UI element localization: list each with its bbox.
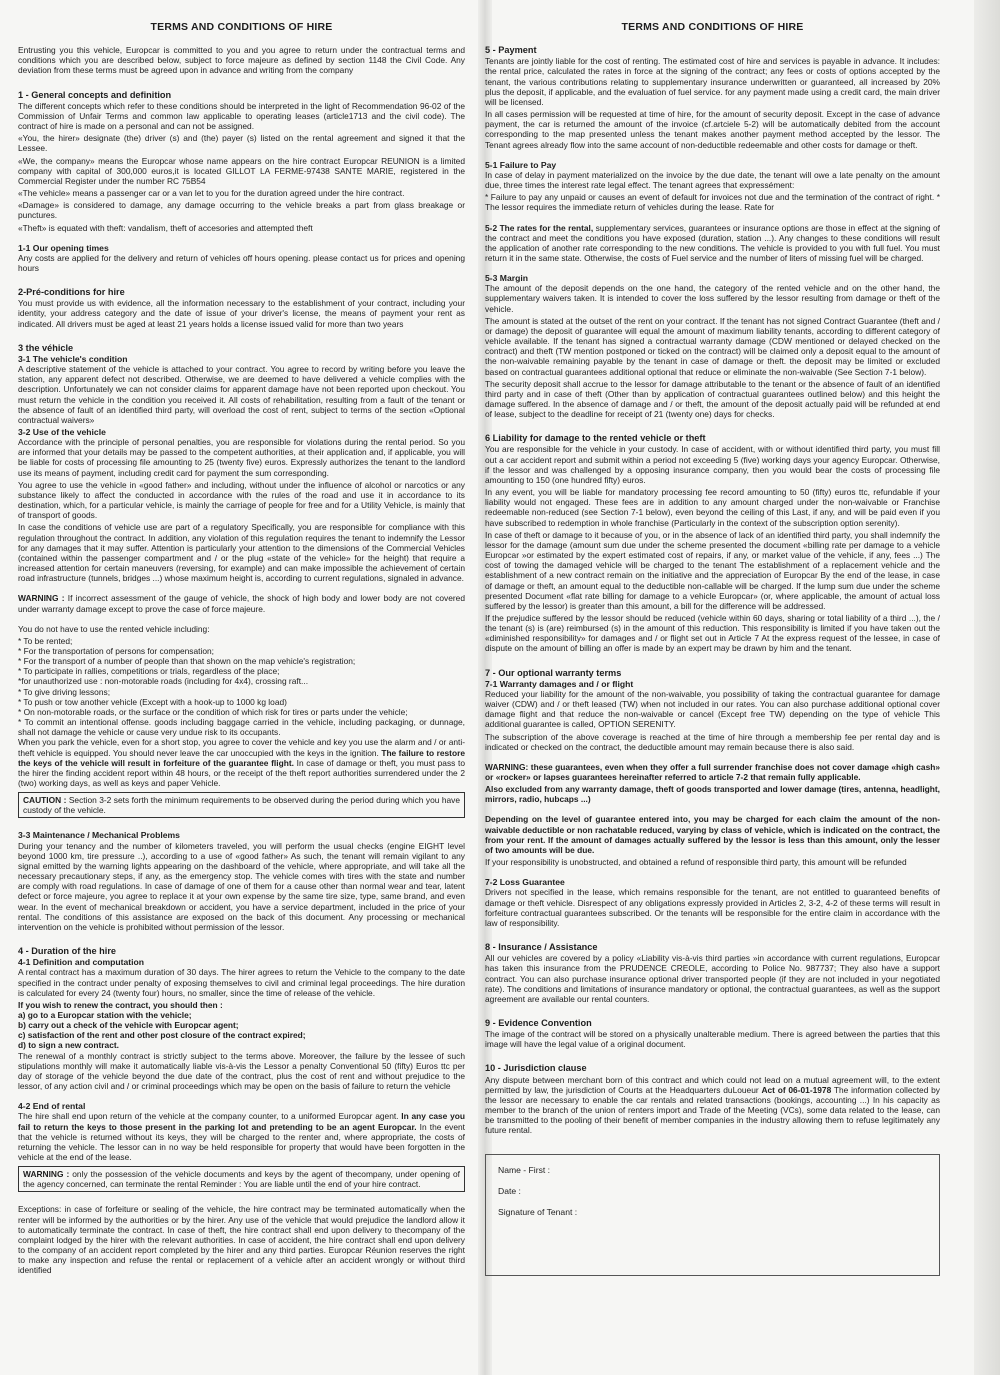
section-1-text: «Damage» is considered to damage, any damage occurring to the vehicle breaks a part from glass breakage or punctures. <box>18 200 465 221</box>
warranty-warning: WARNING: these guarantees, even when they offer a full surrender franchise does not cover damage «high cash» or «rocker» or lapses guarantees hereinafter referred to article 7-2 that remain fully applicable. <box>485 761 940 782</box>
section-4-1-text: The renewal of a monthly contract is strictly subject to the terms above. Moreover, the failure by the lessee of such stipulations monthly will make it automatically liable vis-à-vis the Lessor a penalty Conventional 50 (fifty) Euros ttc per day of storage of the vehicle beyond the due date of the contract, plus the cost of rent and without prejudice to the lessor, of any action civil and / or criminal proceedings which may be open on the basis of failure to return the vehicle <box>18 1050 465 1092</box>
section-5-2-text <box>485 223 940 264</box>
page-title-right: TERMS AND CONDITIONS OF HIRE <box>621 22 804 33</box>
section-2-title: 2-Pré-conditions for hire <box>18 287 125 298</box>
caution-text: Section 3-2 sets forth the minimum requirements to be observed during the period during which you have custody of the vehicle. <box>23 795 460 816</box>
section-5-text: In all cases permission will be requested at time of hire, for the amount of security deposit. Except in the case of advance payment, the car is returned the amount of the invoice (cf.artciele 5-2) will be automatically debited from the account corresponding to the map presented unless the tenant makes another payment method accepted by the lessor. The Tenant agrees already flow into the same account of non-deductible redeemable and other costs for damage or theft. <box>485 109 940 150</box>
section-6-text: In any event, you will be liable for mandatory processing fee record amounting to 50 (fifty) euros ttc, refundable if your liability would not engaged. These fees are in addition to any amount charged under the non-waivable or Franchise redeemable non-reduced (see Section 7-1 below), even beyond the ceiling of this Last, if any, and will be paid even if you have subscribed to redemption in whole franchise (Particularly in the context of the subscription option serenity). <box>485 487 940 528</box>
section-3-2-text: Accordance with the principle of personal penalties, you are responsible for violations during the rental period. So you are informed that your details may be passed to the competent authorities, at their application and, if applicable, you will be liable for costs of processing file amounting to 25 (twenty five) euros. Expressly authorizes the tenant to the landlord use its means of payment, including credit card for payment the sum corresponding. <box>18 437 465 478</box>
section-4-2-text <box>18 1111 465 1162</box>
section-7-2-text: Drivers not specified in the lease, which remains responsible for the tenant, are not entitled to guaranteed benefits of damage or theft vehicle. Disrespect of any obligations expressly provided in Articles 2, 3-2, 4-2 of these terms will result in forfeiture contractual guarantees subscribed. Or the tenants will be responsible for the entire claim in accordance with the law of responsibility. <box>485 887 940 928</box>
intro-text: Entrusting you this vehicle, Europcar is committed to you and you agree to return under the contractual terms and conditions which you are described below, subject to force majeure as defined by section 1148 the Civil Code. Any deviation from these terms must be agreed upon in advance and writing from the company <box>18 45 465 76</box>
section-4-title: 4 - Duration of the hire <box>18 946 117 957</box>
section-4-2-text-part: In the event that the vehicle is returned without its keys, they will be charged to the renter and, where appropriate, the costs of returning the vehicle. The lessor can in no way be held responsible for property that would have been forgotten in the vehicle at the end of the lease. <box>18 1121 465 1162</box>
section-1-title: 1 - General concepts and definition <box>18 89 172 100</box>
section-3-3-text: During your tenancy and the number of kilometers traveled, you will perform the usual checks (engine EIGHT level beyond 1000 km, tire pressure ..), according to a use of «good father» As such, the tenant will remain vigilant to any signal emitted by the warning lights appearing on the dashboard of the vehicle, where appropriate, and will take all the necessary precautionary steps, if any, as the emergency stop. The vehicle comes with tires with the state and number are comply with road regulations. In case of damage of one of them for a cause other than normal wear and tear, latent defect or force majeure, you agree to replace it at your own expense by the same tire size, type, same brand, and even wear. In the event of mechanical breakdown or accident, you have a service department, included in the price of your rental. The conditions of this assistance are exposed on the back of this document. Any processing or mechanical intervention on the vehicle is prohibited without permission of the lessor. <box>18 840 465 932</box>
section-5-3-title: 5-3 Margin <box>485 273 528 284</box>
date-field-label: Date : <box>498 1185 521 1196</box>
section-10-act: Act of 06-01-1978 <box>761 1084 832 1095</box>
caution-label: CAUTION : <box>23 795 67 806</box>
section-1-text: «You, the hirer» designate (the) driver (s) and (the) payer (s) listed on the rental agreement and signed it that the Lessee. <box>18 133 465 154</box>
section-3-2-text: You agree to use the vehicle in «good father» and including, without under the influence of alcohol or narcotics or any substance likely to affect the conducted in accordance with the rules of the road and use it in accordance to its destination, which, for a particular vehicle, is mainly the carriage of people for free and for a Utility Vehicle, is mainly that of transport of goods. <box>18 479 465 521</box>
section-7-title: 7 - Our optional warranty terms <box>485 667 622 678</box>
section-10-title: 10 - Jurisdiction clause <box>485 1063 587 1074</box>
section-1-1-title: 1-1 Our opening times <box>18 242 109 253</box>
parking-text-part: When you park the vehicle, even for a short stop, you agree to cover the vehicle and key you use the alarm and / or anti-theft vehicle is equipped. You should never leave the car unoccupied with the keys in the ignition. <box>18 737 465 758</box>
section-5-1-text: * Failure to pay any unpaid or causes an event of default for invoices not due and the termination of the contract of right. * The lessor requires the immediate return of vehicles during the lease. Rate for <box>485 192 940 213</box>
list-item: * For the transportation of persons for compensation; <box>18 645 214 656</box>
list-item: *for unauthorized use : non-motorable roads (including for 4x4), crossing raft... <box>18 676 309 687</box>
warranty-exclusions: Also excluded from any warranty damage, theft of goods transported and lower damage (tires, antenna, headlight, mirrors, radio, hubcaps ...) <box>485 784 940 805</box>
section-7-2-title: 7-2 Loss Guarantee <box>485 877 565 888</box>
section-5-3-text: The amount of the deposit depends on the one hand, the category of the rented vehicle and on the other hand, the supplementary waivers taken. It is intended to cover the loss suffered by the lessor resulting from damage or theft of the vehicle. <box>485 283 940 314</box>
section-5-1-text: In case of delay in payment materialized on the invoice by the due date, the tenant will owe a late penalty on the amount due, three times the interest rate legal effect. The tenant agrees that expressément: <box>485 169 940 191</box>
section-7-1-title: 7-1 Warranty damages and / or flight <box>485 678 634 689</box>
section-3-1-text: A descriptive statement of the vehicle is attached to your contract. You agree to record by writing before you leave the station, any apparent defect not described. Otherwise, we are deemed to have delivered a vehicle complies with the description. Unfortunately we can not consider claims for apparent damage have not been reported upon checkout. You must return the vehicle in the condition you received it. All costs of rehabilitation, resulting from a fault of the tenant or the absence of fault of an identified third party, will overload the cost of rent, subject to terms of the section «Optional contractual waivers» <box>18 364 465 425</box>
name-field-label: Name - First : <box>498 1164 551 1175</box>
section-6-title: 6 Liability for damage to the rented vehicle or theft <box>485 433 706 444</box>
list-item: * To commit an intentional offense. goods including baggage carried in the vehicle, including packaging, or dunnage, shall not damage the vehicle or cause very undue risk to its occupants. <box>18 717 465 738</box>
warning-text: If incorrect assessment of the gauge of vehicle, the shock of high body and lower body are not covered under warranty damage except to prove the case of force majeure. <box>18 593 465 614</box>
renew-step: c) satisfaction of the rent and other post closure of the contract expired; <box>18 1030 306 1041</box>
list-item: * To participate in rallies, competitions or trials, regardless of the place; <box>18 666 280 677</box>
refund-note: If your responsibility is unobstructed, and obtained a refund of responsible third party, this amount will be refunded <box>485 857 907 868</box>
section-8-title: 8 - Insurance / Assistance <box>485 942 598 953</box>
section-1-text: «Theft» is equated with theft: vandalism, theft of accesories and attempted theft <box>18 222 313 233</box>
deductible-note: Depending on the level of guarantee entered into, you may be charged for each claim the amount of the non-waivable deductible or non rachatable reduced, varying by class of vehicle, which is indicated on the contract, the from your rent. If the amount of damages actually suffered by the lessor is less than this amount, only the lesser of two amounts will be due. <box>485 814 940 855</box>
renew-step: b) carry out a check of the vehicle with Europcar agent; <box>18 1020 239 1031</box>
section-3-3-title: 3-3 Maintenance / Mechanical Problems <box>18 830 180 841</box>
warning-gauge <box>18 593 465 613</box>
section-3-2-text: In case the conditions of vehicle use are part of a regulatory Specifically, you are responsible for compliance with this regulation throughout the contract. In addition, any violation of this regulation requires the tenant to indemnify the Lessor for any damages that it may suffer. Attention is particularly your attention to the dimensions of the Commercial Vehicles (contained within the passenger compartment and / or the plug «state of the vehicle» for the height) that require a increased attention for certain maneuvers (reversing, for example) and can make impossible the achievement of certain road infrastructure (tunnels, bridges ...) whose maximum height is, according to current regulations, signaled in advance. <box>18 522 465 584</box>
section-5-2-body: supplementary services, guarantees or insurance options are those in effect at the signing of the contract and meet the conditions you have exposed (duration, station ...). Any changes to these conditions will result the application of another rate corresponding to the new conditions. The vehicle is provided to you with full fuel. You must return it in the same state. Otherwise, the costs of Fuel service and the number of liters of missing fuel will be charged. <box>485 222 940 263</box>
signature-field-label: Signature of Tenant : <box>498 1206 578 1217</box>
caution-box <box>18 792 465 818</box>
section-4-2-title: 4-2 End of rental <box>18 1101 86 1112</box>
section-5-3-text: The security deposit shall accrue to the lessor for damage attributable to the tenant or the absence of fault of an identified third party and in case of theft (Other than by application of contractual guarantees outlined below) and this height the damage suffered. In the absence of damage and / or theft, the amount of the deposit actually paid will be refunded at end of lease, subject to the deadline for receipt of 21 (twenty one) days for checks. <box>485 378 940 420</box>
section-5-2-title: 5-2 The rates for the rental, <box>485 222 594 233</box>
section-5-text: Tenants are jointly liable for the cost of renting. The estimated cost of hire and services is payable in advance. It includes: the rental price, calculated the rates in force at the signing of the contract; any fees or costs of options accepted by the tenant, the various contributions relating to supplementary insurance underwritten or guaranteed, all increased by 20% plus the deposit, if applicable, and the evaluation of fuel service. for any payment made using a credit card, the main driver will be licensed. <box>485 56 940 107</box>
section-6-text: You are responsible for the vehicle in your custody. In case of accident, with or without identified third party, you must fill out a car accident report and submit within a period not exceeding 5 (five) working days your agency Europcar. Otherwise, if the lessor and was challenged by a opposing insurance company, then you would bear the costs of processing file amounting to 150 (one hundred fifty) euros. <box>485 444 940 485</box>
left-column <box>18 22 465 1367</box>
renew-step: d) to sign a new contract. <box>18 1040 119 1051</box>
renew-step: If you wish to renew the contract, you should then : <box>18 999 223 1010</box>
section-3-2-title: 3-2 Use of the vehicle <box>18 427 106 437</box>
page-title-left: TERMS AND CONDITIONS OF HIRE <box>150 22 333 33</box>
exceptions-text: Exceptions: in case of forfeiture or sealing of the vehicle, the hire contract may be terminated automatically when the renter will be informed by the authorities or by the hirer. Any use of the vehicle that would prejudice the landlord allow it to automatically terminate the contract. In case of theft, the hire contract shall end upon delivery to thecompany of the complaint lodged by the hirer with the relevant authorities. In case of accident, the hire contract shall end upon delivery to the company of an accident report completed by the hirer and any third parties. Europcar Réunion reserves the right to make any inspection and refuse the rental or replacement of a vehicle after an accident wrongly or without third identified <box>18 1204 465 1276</box>
section-1-text: «The vehicle» means a passenger car or a van let to you for the duration agreed under the hire contract. <box>18 188 405 199</box>
list-item: * To push or tow another vehicle (Except with a hook-up to 1000 kg load) <box>18 696 287 707</box>
section-5-3-text: The amount is stated at the outset of the rent on your contract. If the tenant has not signed Contract Guarantee (theft and / or damage) the deposit of guarantee will equal the amount of maximum liability tenants, according to different category of vehicle available. If the tenant has signed a contractual warranty damage (CDW mentioned or delayed checked on the contract) and theft (TW mention postponed or ticked on the contract) will be claimed only a deposit equal to the amount of the non-waivable remaining payable by the tenant in case of damage or theft. the deposit may be limited or excluded based on contractual guarantees additional optional that reduce or eliminate the non-waivable (See Section 7-1 below). <box>485 315 940 377</box>
section-7-1-text: Reduced your liability for the amount of the non-waivable, you possibility of taking the contractual guarantee for damage waiver (CDW) and / or theft leased (TW) when not included in our rates. You can also purchase additional optional cover damage flight and that reduce the non-waivable or cancel (Except free TW) depending on the type of vehicle This additional guarantee is called, OPTION SERENITY. <box>485 688 940 730</box>
usage-list-intro: You do not have to use the rented vehicle including: <box>18 623 210 634</box>
list-item: * To give driving lessons; <box>18 686 111 697</box>
list-item: * On non-motorable roads, or the surface or the condition of which risk for tires or parts under the vehicle; <box>18 706 408 717</box>
section-4-2-text-part: The hire shall end upon return of the vehicle at the company counter, to a uniformed Europcar agent. <box>18 1111 402 1122</box>
section-7-1-text: The subscription of the above coverage is reached at the time of hire through a membership fee per rental day and is indicated or checked on the contract, the deductible amount may remain because there is also said. <box>485 731 940 752</box>
section-4-2-bold: In any case you fail to return the keys to those present in the parking lot and pretending to be an agent Europcar. <box>18 1111 465 1132</box>
parking-text <box>18 737 465 788</box>
section-5-title: 5 - Payment <box>485 45 537 56</box>
warning-box <box>18 1166 465 1192</box>
usage-restrictions-list <box>18 636 465 738</box>
section-1-text: «We, the company» means the Europcar whose name appears on the hire contract Europcar REUNION is a limited company with capital of 300,000 euros,it is located GILLOT LA FERME-97438 SANTE MARIE, registered in the Commercial Register under the number RC 75B54 <box>18 155 465 186</box>
section-9-text: The image of the contract will be stored on a physically unalterable medium. There is agreed between the parties that this image will have the legal value of a original document. <box>485 1029 940 1050</box>
section-1-text: The different concepts which refer to these conditions should be interpreted in the light of Recommendation 96-02 of the Commission of Unfair Terms and common law applicable to operating leases (article1713 and the civil code). The contract of hire is made on a personal and can not be assigned. <box>18 100 465 132</box>
parking-keys-warning: The failure to restore the keys of the vehicle will result in forfeiture of the guarantee flight. <box>18 747 465 768</box>
warning-label: WARNING : <box>23 1169 70 1180</box>
section-6-text: In case of theft or damage to it because of you, or in the absence of lack of an identified third party, you shall indemnify the lessor for the damage (amount sum due under the scheme presented the document «billing rate per damage to a vehicle Europcar »or estimated by the expert estimated cost of repairs, if any, or market value of the vehicle, if any, fees ...) The cost of towing the damaged vehicle will be charged to the tenant The establishment of a replacement vehicle and the establishment of a new contract remain on the initiative and the appreciation of Europcar By the end of the lease, in case of damage or theft, an amount equal to the deductible non-callable will be charged. If the lump sum due under the scheme presented Document «flat rate billing for damage to a vehicle Europcar» (or, where applicable, the amount of actual loss suffered by the lessor) is greater than this amount, a bill for the difference will be addressed. <box>485 529 940 611</box>
parking-text-part: In case of damage or theft, you must pass to the hirer the finding accident report within 48 hours, or the receipt of the theft report authorities surrendered under the 2 (two) working days, as well as keys and paper Vehicle. <box>18 757 465 788</box>
section-10-text <box>485 1075 940 1136</box>
section-8-text: All our vehicles are covered by a policy «Liability vis-à-vis third parties »in accordance with current regulations, Europcar has taken this insurance from the PRUDENCE CREOLE, according to Police No. 987737; They also have a support contract. You can also purchase insurance optional driver transported people (if they are not included in your negotiated rate). The conditions and limitations of insurance mandatory or optional, the contractual guarantees, as well as the support agreement are available our rental counters. <box>485 953 940 1004</box>
section-4-1-text: A rental contract has a maximum duration of 30 days. The hirer agrees to return the Vehicle to the company to the date specified in the contract under penalty of exposing themselves to civil and criminal legal proceedings. The hire duration is calculated for every 24 (twenty four) hours, no smaller, since the time of release of the vehicle. <box>18 967 465 998</box>
section-10-text-part: Any dispute between merchant born of this contract and which could not lead on a mutual agreement will, to the extent permitted by law, the jurisdiction of Courts at the Headquarters duLoueur <box>485 1074 940 1095</box>
right-column <box>485 22 940 1367</box>
section-5-1-title: 5-1 Failure to Pay <box>485 159 557 170</box>
signature-box[interactable] <box>485 1154 940 1276</box>
paper-edge <box>974 0 1000 1375</box>
section-9-title: 9 - Evidence Convention <box>485 1017 592 1028</box>
list-item: * To be rented; <box>18 635 73 646</box>
warning-text: only the possession of the vehicle documents and keys by the agent of thecompany, under opening of the agency concerned, can terminate the rental Reminder : You are liable until the end of your hire contract. <box>23 1169 460 1190</box>
section-3-1-title: 3-1 The vehicle's condition <box>18 353 128 364</box>
section-1-1-text: Any costs are applied for the delivery and return of vehicles off hours opening. please contact us for prices and opening hours <box>18 252 465 273</box>
list-item: * For the transport of a number of people than that shown on the map vehicle's registration; <box>18 656 356 667</box>
section-3-title: 3 the véhicle <box>18 342 74 353</box>
renew-step: a) go to a Europcar station with the vehicle; <box>18 1009 192 1020</box>
section-4-1-title: 4-1 Definition and computation <box>18 957 145 968</box>
section-10-text-part: The information collected by the lessor are necessary to enable the car rentals and related transactions (bookings, accounting ...) In his capacity as member to the branch of the union of renters import and Trade of the Meeting (VCs), some data related to the lease, can be transmitted to the pooling of their benefit of member companies in the industry allowing them to refuse legitimately any future rental. <box>485 1084 940 1136</box>
section-6-text: If the prejudice suffered by the lessor should be reduced (vehicle within 60 days, sharing or total liability of a third ...), the / the tenant (s) is (are) reimbursed (s) in the amount of this reduction. This responsibility is limited if you have taken out the «diminished responsibility» for damages and / or flight set out in Article 7 At the express request of the lessee, in case of dispute on the amount of billing an offer is made by an expert may be drawn by him and the tenant. <box>485 612 940 654</box>
section-2-text: You must provide us with evidence, all the information necessary to the establishment of your contract, including your identity, your address category and the date of issue of your driver's license, the means of payment your rent as indicated. All drivers must be aged at least 21 years holds a license issued valid for more than two years <box>18 298 465 329</box>
warning-label: WARNING : <box>18 593 65 604</box>
